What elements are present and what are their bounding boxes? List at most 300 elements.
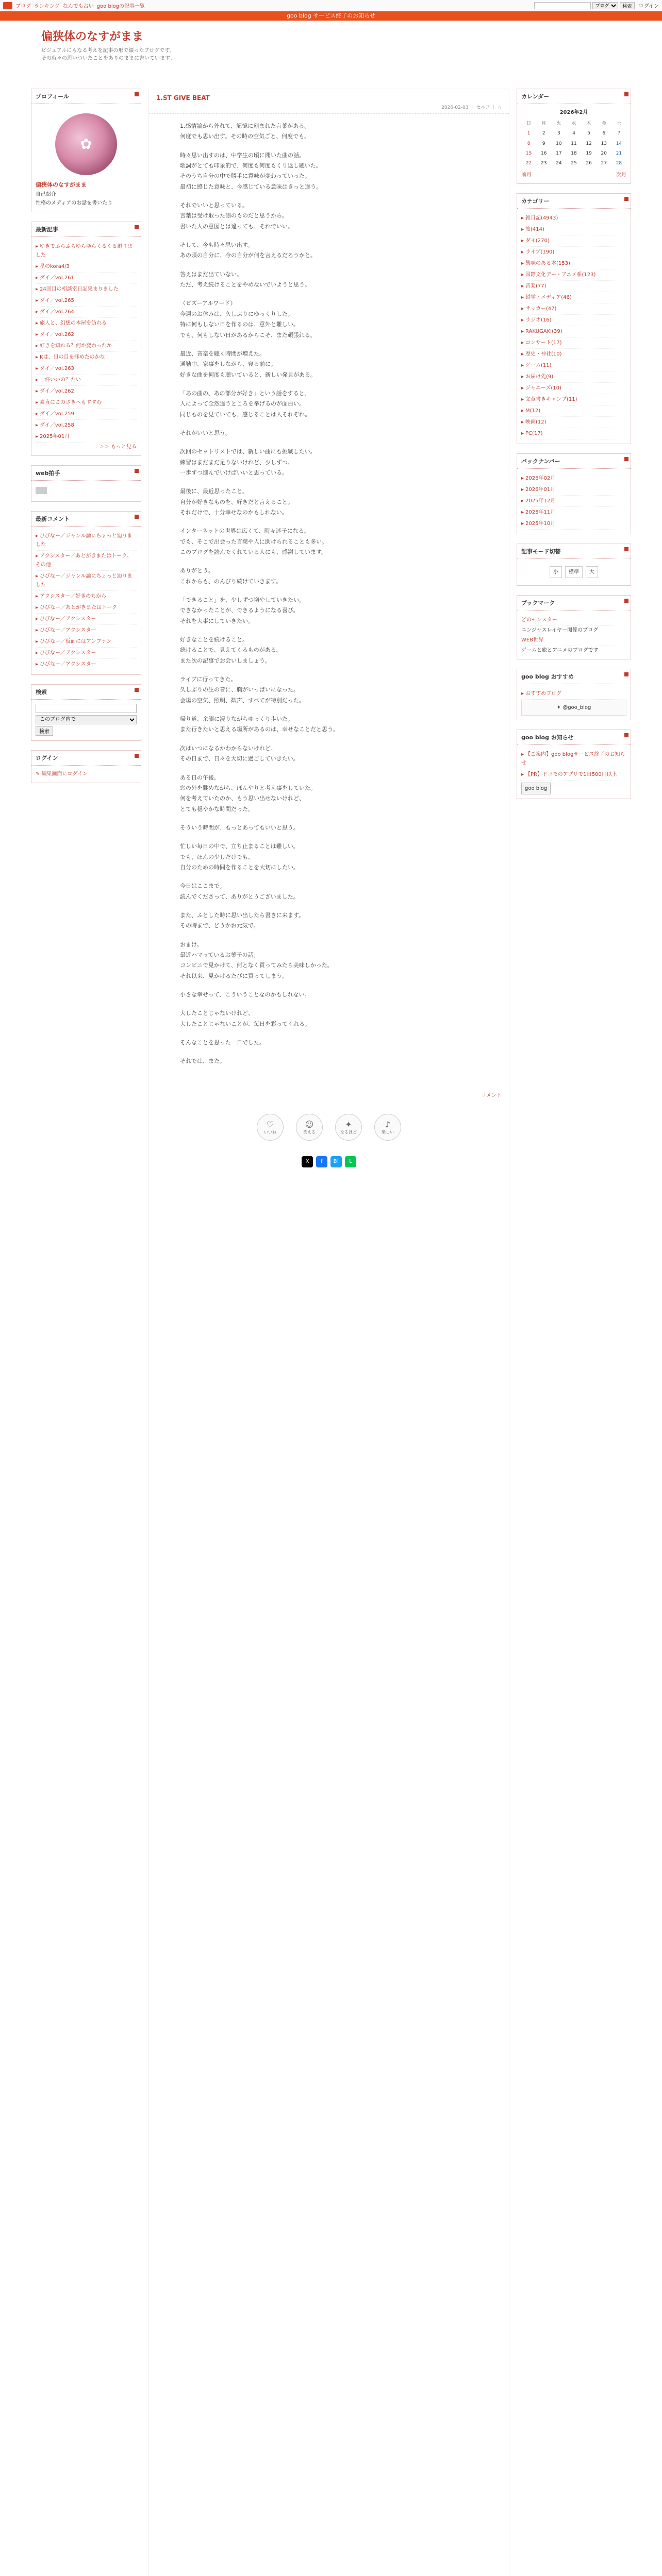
article-paragraph: また、ふとした時に思い出したら書きに来ます。 その時まで、どうかお元気で。: [180, 911, 305, 929]
backnumber-item[interactable]: [521, 507, 626, 518]
calendar-prev[interactable]: 前月: [521, 172, 532, 178]
article-paragraph: 1.感情論から外れて、記憶に刻まれた言葉がある。 何度でも思い出す。その時の空気ごと、何度でも。: [180, 123, 310, 140]
category-item-label: ダイ(270): [525, 238, 550, 244]
comment-link[interactable]: コメント: [481, 1092, 502, 1098]
backnumber-item-label: 2026年02月: [525, 476, 556, 482]
calendar-day[interactable]: 12: [586, 141, 592, 146]
recent-post-item-label: ダイ／vol.261: [40, 275, 74, 281]
recent-comment-item[interactable]: [36, 648, 137, 659]
recent-comment-item-label: ひびなー／アクシスター: [40, 627, 96, 633]
recent-comment-item-label: アクシスター／あとがきまたはトーク、その他: [36, 553, 133, 568]
edit-login-label: 編集画面にログイン: [41, 771, 88, 777]
main-content: [148, 89, 509, 2576]
bullet-icon: ▸: [36, 433, 39, 439]
recent-post-item[interactable]: [36, 375, 137, 386]
bookmark-item[interactable]: WEB世界: [521, 635, 626, 646]
global-link-blog[interactable]: ブログ: [15, 4, 31, 9]
category-item[interactable]: [521, 371, 626, 383]
bullet-icon: ▸: [521, 227, 524, 233]
recent-post-item-label: Kは、日の目を拝めたのかな: [40, 354, 105, 360]
notice-text: 【PR】ドコモのアプリで1日500円以上: [525, 772, 617, 778]
recent-post-item[interactable]: [36, 241, 137, 261]
recent-comment-item[interactable]: [36, 551, 137, 571]
article-paragraph: ライブに行ってきた。 久しぶりの生の音に、胸がいっぱいになった。 会場の空気、照明、歓声、すべてが特別だった。: [180, 676, 305, 704]
recent-post-item-label: ダイ／vol.264: [40, 309, 74, 315]
bullet-icon: ▸: [36, 309, 39, 315]
calendar-day[interactable]: 18: [571, 150, 577, 156]
article-paragraph: 最近、音楽を聴く時間が増えた。 通勤中、家事をしながら、寝る前に。 好きな曲を何度も聴いていると、新しい発見がある。: [180, 350, 316, 378]
category-item-label: ゲーム(11): [525, 363, 552, 369]
article-paragraph: 最後に、最近思ったこと。 自分が好きなものを、好きだと言えること。 それだけで、十分幸せなのかもしれない。: [180, 488, 293, 516]
recent-posts-heading: 最新記事: [31, 222, 141, 237]
backnumber-item[interactable]: [521, 484, 626, 496]
recent-post-item[interactable]: [36, 352, 137, 363]
twitter-handle: @goo_blog: [562, 705, 591, 711]
recent-post-item[interactable]: [36, 341, 137, 352]
category-item-label: コンサート(17): [525, 340, 562, 346]
hatena-share-icon[interactable]: B!: [330, 1156, 342, 1167]
backnumber-item-label: 2026年01月: [525, 487, 556, 493]
bullet-icon: ▸: [36, 388, 39, 394]
backnumber-item-label: 2025年11月: [525, 510, 556, 516]
article-paragraph: 大したことじゃないけれど、 大したことじゃないことが、毎日を彩ってくれる。: [180, 1010, 310, 1027]
profile-label: 自己紹介: [36, 191, 56, 197]
backnumber-list: [517, 469, 631, 534]
category-item[interactable]: [521, 394, 626, 405]
reaction-buttons: [149, 1114, 509, 1141]
x-share-icon[interactable]: X: [302, 1156, 313, 1167]
calendar-day[interactable]: 4: [572, 131, 575, 137]
bookmark-box: [517, 595, 631, 659]
reaction-icon: ✦: [345, 1119, 352, 1129]
category-item[interactable]: [521, 303, 626, 315]
mode-heading: 記事モード切替: [517, 544, 631, 559]
calendar-day[interactable]: 6: [602, 131, 606, 137]
global-link-ranking[interactable]: ランキング: [34, 4, 60, 9]
recent-post-item[interactable]: [36, 386, 137, 397]
recent-comment-item-label: ひびなー／アクシスター: [40, 661, 96, 667]
article-paragraph: ある日の午後。 窓の外を眺めながら、ぼんやりと考え事をしていた。 何を考えていたのか、もう思い出せないけれど、 とても穏やかな時間だった。: [180, 774, 316, 812]
recent-post-item-label: ダイ／vol.263: [40, 365, 74, 371]
category-item-label: 国際文化デー・アニメ系(123): [525, 272, 596, 278]
calendar-day[interactable]: 20: [601, 150, 607, 156]
bullet-icon: ▸: [36, 320, 39, 326]
calendar-day[interactable]: 14: [616, 141, 622, 146]
article-paragraph: 時々思い出すのは、中学生の頃に聞いた曲の話。 歌詞がとても印象的で、何度も何度もくり返し聴いた。 そのうち自分の中で勝手に意味が変わっていった。 最初に感じた意味と、今感じている意味はきっと違う。: [180, 151, 322, 190]
categories-list: [517, 209, 631, 444]
article-meta: 2026-02-03 ｜ セルフ ｜ ☆: [441, 105, 502, 110]
recent-comment-item[interactable]: [36, 571, 137, 591]
recent-post-item-label: ダイ／vol.265: [40, 297, 74, 303]
recommend-link[interactable]: ▸ おすすめブログ: [521, 688, 626, 700]
calendar-day[interactable]: 21: [616, 150, 622, 156]
category-item-label: 哲学・メディア(46): [525, 295, 572, 301]
profile-intro: 性格のメディアのお話を書いたり: [36, 200, 113, 206]
calendar-table: [521, 119, 626, 168]
bullet-icon: ▸: [521, 363, 524, 369]
bullet-icon: ▸: [36, 638, 39, 645]
category-item[interactable]: [521, 349, 626, 360]
blog-search-button[interactable]: 検索: [36, 726, 53, 736]
bullet-icon: ▸: [36, 263, 39, 269]
facebook-share-icon[interactable]: f: [316, 1156, 327, 1167]
recent-post-item-label: ダイ／vol.262: [40, 388, 74, 394]
blog-search-input[interactable]: [36, 704, 137, 713]
recent-post-item[interactable]: [36, 409, 137, 420]
recent-post-item-label: 素直にこのさきへもすすむ: [40, 399, 102, 405]
article-paragraph: 小さな幸せって、こういうことなのかもしれない。: [180, 991, 310, 998]
recent-post-item-label: 24回目の相談室日記集まりました: [40, 286, 119, 292]
global-search-button[interactable]: 検索: [620, 2, 634, 9]
article-paragraph: 次回のセットリストでは、新しい曲にも挑戦したい。 練習はまだまだ足りないけれど、少しずつ。 一歩ずつ進んでいけばいいと思っている。: [180, 448, 316, 476]
calendar-day[interactable]: 11: [571, 141, 577, 146]
category-item-label: PC(17): [525, 431, 543, 437]
calendar-day[interactable]: 8: [527, 141, 531, 146]
bullet-icon: ▸: [36, 573, 39, 579]
global-top-bar: [0, 0, 662, 11]
goo-blog-button[interactable]: goo blog: [521, 783, 551, 794]
article-paragraph: 忙しい毎日の中で、立ち止まることは難しい。 でも、ほんの少しだけでも、 自分のための時間を作ることを大切にしたい。: [180, 843, 299, 871]
bullet-icon: ▸: [36, 650, 39, 656]
profile-name[interactable]: 偏狭体のなすがまま: [36, 181, 87, 188]
bullet-icon: ▸: [521, 306, 524, 312]
category-item-label: 音楽(77): [525, 283, 547, 290]
recent-post-item[interactable]: [36, 261, 137, 273]
reaction-button[interactable]: [257, 1114, 284, 1141]
recent-comment-item[interactable]: [36, 531, 137, 551]
bullet-icon: ▸: [521, 487, 524, 493]
calendar-heading: カレンダー: [517, 89, 631, 104]
category-item[interactable]: [521, 258, 626, 269]
share-buttons: [149, 1156, 509, 1167]
bullet-icon: ▸: [521, 215, 524, 222]
notice-item[interactable]: ▸ 【ご案内】goo blogサービス終了のお知らせ: [521, 749, 626, 769]
recent-comment-item[interactable]: [36, 591, 137, 602]
bookmark-item[interactable]: どのモンスター: [521, 615, 626, 626]
bullet-icon: ▸: [36, 286, 39, 292]
site-description: ビジュアルにもなる考えを記事の形で綴ったブログです。 その時々の思いついたことをありのままに書いています。: [41, 48, 175, 61]
article: [148, 89, 509, 2576]
recent-post-item-label: 一件いいの？たい: [40, 377, 81, 383]
article-body: [149, 114, 509, 1080]
bullet-icon: ▸: [36, 616, 39, 622]
calendar-day[interactable]: 15: [525, 150, 532, 156]
twitter-card[interactable]: [521, 700, 626, 716]
recent-post-item-label: ゆきでふらふらゆらゆらくるくる廻りました: [36, 243, 133, 258]
recent-comment-item[interactable]: [36, 614, 137, 625]
calendar-day[interactable]: 13: [601, 141, 607, 146]
category-item[interactable]: [521, 315, 626, 326]
category-item-label: 映画(12): [525, 419, 547, 426]
bullet-icon: ▸: [521, 283, 524, 290]
bullet-icon: ▸: [521, 261, 524, 267]
article-paragraph: 今日はここまで。 読んでくださって、ありがとうございました。: [180, 883, 299, 900]
category-item[interactable]: [521, 326, 626, 337]
category-item-label: 旅(414): [525, 227, 544, 233]
bullet-icon: ▸: [36, 533, 39, 539]
recent-comment-item[interactable]: [36, 636, 137, 648]
web-clap-box: [31, 465, 141, 502]
banner-text[interactable]: goo blog サービス終了のお知らせ: [287, 12, 375, 19]
bullet-icon: ▸: [521, 340, 524, 346]
calendar-weekday: 月: [541, 121, 547, 126]
category-item-label: 文章書きキャンプ(11): [525, 397, 577, 403]
bullet-icon: ▸: [521, 419, 524, 426]
goo-logo-icon[interactable]: [3, 2, 12, 9]
right-sidebar: [517, 89, 631, 2576]
reaction-button[interactable]: [296, 1114, 323, 1141]
search-heading: 検索: [31, 685, 141, 700]
calendar-day[interactable]: 25: [571, 161, 577, 166]
categories-heading: カテゴリー: [517, 194, 631, 209]
recent-comment-item-label: ひびなー／あとがきまたはトーク: [40, 604, 118, 611]
article-paragraph: 好きなことを続けること。 続けることで、見えてくるものがある。 また次の記事でお会いしましょう。: [180, 636, 282, 664]
bullet-icon: ▸: [36, 422, 39, 428]
article-paragraph: それでいいと思っている。 言葉は受け取った側のものだと思うから。 書いた人の意図とは違っても、それでいい。: [180, 202, 293, 230]
recent-post-item[interactable]: [36, 273, 137, 284]
article-paragraph: インターネットの世界は広くて、時々迷子になる。 でも、そこで出会った言葉や人に助けられることも多い。 このブログを読んでくれている人にも、感謝しています。: [180, 528, 327, 555]
reaction-icon: ☺: [305, 1119, 314, 1129]
recent-post-item[interactable]: [36, 420, 137, 431]
backnumber-item-label: 2025年12月: [525, 498, 556, 504]
recent-comment-item-label: アクシスター／好きのちから: [40, 593, 107, 599]
category-item[interactable]: [521, 281, 626, 292]
reaction-label: いいね: [264, 1129, 276, 1134]
recent-post-item[interactable]: [36, 295, 137, 307]
bullet-icon: ▸: [521, 249, 524, 256]
reaction-button[interactable]: [335, 1114, 362, 1141]
calendar-day[interactable]: 3: [557, 131, 560, 137]
recent-comment-item[interactable]: [36, 625, 137, 636]
site-header: [0, 21, 662, 70]
recent-post-item[interactable]: [36, 329, 137, 341]
profile-box: [31, 89, 141, 212]
calendar-day[interactable]: 19: [586, 150, 592, 156]
site-title[interactable]: 偏狭体のなすがまま: [41, 30, 144, 43]
avatar: ✿: [55, 113, 117, 175]
bullet-icon: ▸: [521, 431, 524, 437]
bullet-icon: ▸: [36, 331, 39, 337]
bullet-icon: ▸: [521, 476, 524, 482]
category-item[interactable]: [521, 428, 626, 439]
mode-box: [517, 544, 631, 586]
goo-recommend-heading: goo blog おすすめ: [517, 669, 631, 684]
category-item-label: M(12): [525, 408, 541, 414]
calendar-next[interactable]: 次月: [616, 172, 626, 178]
category-item[interactable]: [521, 337, 626, 349]
bullet-icon: ▸: [36, 297, 39, 303]
article-title[interactable]: 1.ST GIVE BEAT: [156, 94, 210, 101]
pencil-icon: ✎: [36, 771, 42, 777]
bullet-icon: ▸: [36, 627, 39, 633]
backnumber-item[interactable]: [521, 496, 626, 507]
recent-posts-list: [31, 237, 141, 455]
bullet-icon: ▸: [36, 411, 39, 417]
mode-standard[interactable]: 標準: [565, 566, 583, 578]
calendar-weekday: 火: [556, 121, 561, 126]
article-paragraph: それでは、また。: [180, 1058, 225, 1065]
recent-post-item-label: 星のkora4/3: [40, 263, 70, 269]
calendar-day[interactable]: 2: [542, 131, 545, 137]
backnumber-item-label: 2025年10月: [525, 521, 556, 527]
article-paragraph: そういう時間が、もっとあってもいいと思う。: [180, 824, 299, 831]
bullet-icon: ▸: [36, 354, 39, 360]
calendar-day[interactable]: 22: [525, 161, 532, 166]
recent-comment-item-label: ひびなー／アクシスター: [40, 616, 96, 622]
recent-comment-item[interactable]: [36, 602, 137, 614]
recent-post-item-label: ダイ／vol.259: [40, 411, 74, 417]
global-search-scope[interactable]: [592, 2, 618, 9]
reaction-icon: ♡: [266, 1119, 274, 1129]
category-item[interactable]: [521, 224, 626, 235]
bullet-icon: ▸: [36, 661, 39, 667]
categories-box: [517, 193, 631, 444]
category-item-label: サッカー(47): [525, 306, 557, 312]
category-item[interactable]: [521, 269, 626, 281]
mode-large[interactable]: 大: [586, 566, 598, 578]
page-layout: [31, 89, 631, 2576]
bullet-icon: ▸: [36, 399, 39, 405]
recent-comments-box: [31, 511, 141, 675]
calendar-day[interactable]: 9: [542, 141, 545, 146]
calendar-day[interactable]: 28: [616, 161, 622, 166]
notice-heading: goo blog お知らせ: [517, 730, 631, 745]
global-search-input[interactable]: [534, 2, 591, 9]
recent-comment-item-label: ひびなー／仮面にはアンファン: [40, 638, 112, 645]
bullet-icon: ▸: [36, 343, 39, 349]
calendar-weekday: 水: [571, 121, 576, 126]
left-sidebar: [31, 89, 141, 2576]
category-item[interactable]: [521, 360, 626, 371]
calendar-day[interactable]: 24: [556, 161, 562, 166]
calendar-day[interactable]: 26: [586, 161, 592, 166]
global-login-link[interactable]: ログイン: [638, 4, 659, 9]
category-item-label: ジャニーズ(10): [525, 385, 561, 392]
bullet-icon: ▸: [521, 374, 524, 380]
login-heading: ログイン: [31, 751, 141, 766]
bullet-icon: ▸: [36, 604, 39, 611]
edit-login-link[interactable]: [36, 771, 88, 777]
bullet-icon: ▸: [521, 317, 524, 324]
category-item-label: お届け先(9): [525, 374, 554, 380]
calendar-day[interactable]: 7: [617, 131, 621, 137]
calendar-day[interactable]: 27: [601, 161, 607, 166]
bullet-icon: ▸: [521, 295, 524, 301]
category-item-label: RAKUGAKI(39): [525, 329, 562, 335]
login-box: [31, 750, 141, 783]
calendar-box: [517, 89, 631, 184]
article-paragraph: 「あの曲の、あの部分が好き」という話をすると、 人によって全然違うところを挙げるのが面白い。 同じものを見ていても、感じることは人それぞれ。: [180, 389, 311, 418]
recommend-label: おすすめブログ: [525, 691, 562, 697]
category-item[interactable]: [521, 292, 626, 303]
reaction-button[interactable]: [374, 1114, 401, 1141]
bookmark-desc: ゲームと旅とアニメのブログです: [521, 648, 599, 654]
category-item[interactable]: [521, 235, 626, 247]
calendar-weekday: 日: [526, 121, 532, 126]
article-paragraph: そして、今も時々思い出す。 あの頃の自分に、今の自分が何を言えるだろうかと。: [180, 242, 316, 259]
reaction-icon: ♪: [385, 1119, 391, 1129]
recent-post-item-label: 好きを知れる？何か変わったか: [40, 343, 112, 349]
calendar-day[interactable]: 1: [527, 131, 531, 137]
article-paragraph: ありがとう。 これからも、のんびり続けていきます。: [180, 567, 282, 585]
recent-comment-item[interactable]: [36, 659, 137, 670]
reaction-label: 楽しい: [382, 1129, 394, 1134]
calendar-day[interactable]: 16: [540, 150, 547, 156]
calendar-day[interactable]: 5: [587, 131, 590, 137]
bullet-icon: ▸: [521, 238, 524, 244]
category-item-label: 興味のある本(153): [525, 261, 570, 267]
recent-post-item[interactable]: [36, 284, 137, 295]
category-item-label: ライブ(190): [525, 249, 555, 256]
calendar-month: 2026年2月: [559, 110, 588, 115]
global-nav: [15, 2, 145, 9]
article-paragraph: それがいいと思う。: [180, 429, 231, 436]
category-item[interactable]: [521, 247, 626, 258]
mode-small[interactable]: 小: [550, 566, 562, 578]
category-item[interactable]: [521, 405, 626, 417]
article-paragraph: （ビズーアルワード） 今週のお休みは、久しぶりにゆっくりした。 特に何もしない日を作るのは、意外と難しい。 でも、何もしない日があるからこそ、また頑張れる。: [180, 300, 316, 338]
calendar-day[interactable]: 10: [556, 141, 562, 146]
recent-post-item[interactable]: [36, 363, 137, 375]
backnumber-box: [517, 453, 631, 534]
recent-comment-item-label: ひびなー／ジャンル論にちょっと迫りました: [36, 533, 133, 548]
recent-comment-item-label: ひびなー／ジャンル論にちょっと迫りました: [36, 573, 133, 588]
reaction-label: なるほど: [340, 1129, 357, 1134]
recent-comments-heading: 最新コメント: [31, 512, 141, 527]
category-item[interactable]: [521, 213, 626, 224]
line-share-icon[interactable]: L: [345, 1156, 356, 1167]
bullet-icon: ▸: [521, 521, 524, 527]
bullet-icon: ▸: [521, 272, 524, 278]
calendar-day[interactable]: 23: [540, 161, 547, 166]
recent-post-item[interactable]: [36, 307, 137, 318]
global-link-fortune[interactable]: なんでも占い: [62, 4, 94, 9]
backnumber-item[interactable]: [521, 473, 626, 484]
goo-recommend-box: [517, 669, 631, 720]
bullet-icon: ▸: [521, 385, 524, 392]
article-paragraph: おまけ。 最近ハマっているお菓子の話。 コンビニで見かけて、何となく買ってみたら美味しかった。 それ以来、見かけるたびに買ってしまう。: [180, 941, 333, 979]
recent-post-item-label: ダイ／vol.258: [40, 422, 74, 428]
category-item-label: ラジオ(16): [525, 317, 552, 324]
category-item[interactable]: [521, 383, 626, 394]
recent-post-item[interactable]: [36, 397, 137, 409]
bookmark-heading: ブックマーク: [517, 596, 631, 611]
recent-post-item[interactable]: [36, 431, 137, 443]
recent-post-item-label: 2025年01月: [40, 433, 70, 439]
recent-posts-box: [31, 222, 141, 456]
service-end-banner[interactable]: [0, 11, 662, 21]
bullet-icon: ▸: [521, 408, 524, 414]
blog-search-scope[interactable]: [36, 715, 137, 724]
global-link-articles[interactable]: goo blogの記事一覧: [96, 4, 145, 9]
bullet-icon: ▸: [36, 377, 39, 383]
bullet-icon: ▸: [521, 397, 524, 403]
backnumber-item[interactable]: [521, 518, 626, 530]
bookmark-desc: ニンジャスレイヤー関係のブログ: [521, 628, 599, 634]
bullet-icon: ▸: [521, 498, 524, 504]
reaction-label: 笑える: [303, 1129, 316, 1134]
more-posts-link[interactable]: ＞＞ もっと見る: [98, 444, 137, 450]
calendar-day[interactable]: 17: [556, 150, 562, 156]
recent-post-item-label: ダイ／vol.262: [40, 331, 74, 337]
notice-box: [517, 730, 631, 799]
notice-item[interactable]: ▸ 【PR】ドコモのアプリで1日500円以上: [521, 769, 626, 781]
web-clap-icon[interactable]: [36, 487, 47, 494]
category-item[interactable]: [521, 417, 626, 428]
search-box: [31, 684, 141, 741]
bullet-icon: ▸: [521, 329, 524, 335]
recent-post-item[interactable]: [36, 318, 137, 329]
